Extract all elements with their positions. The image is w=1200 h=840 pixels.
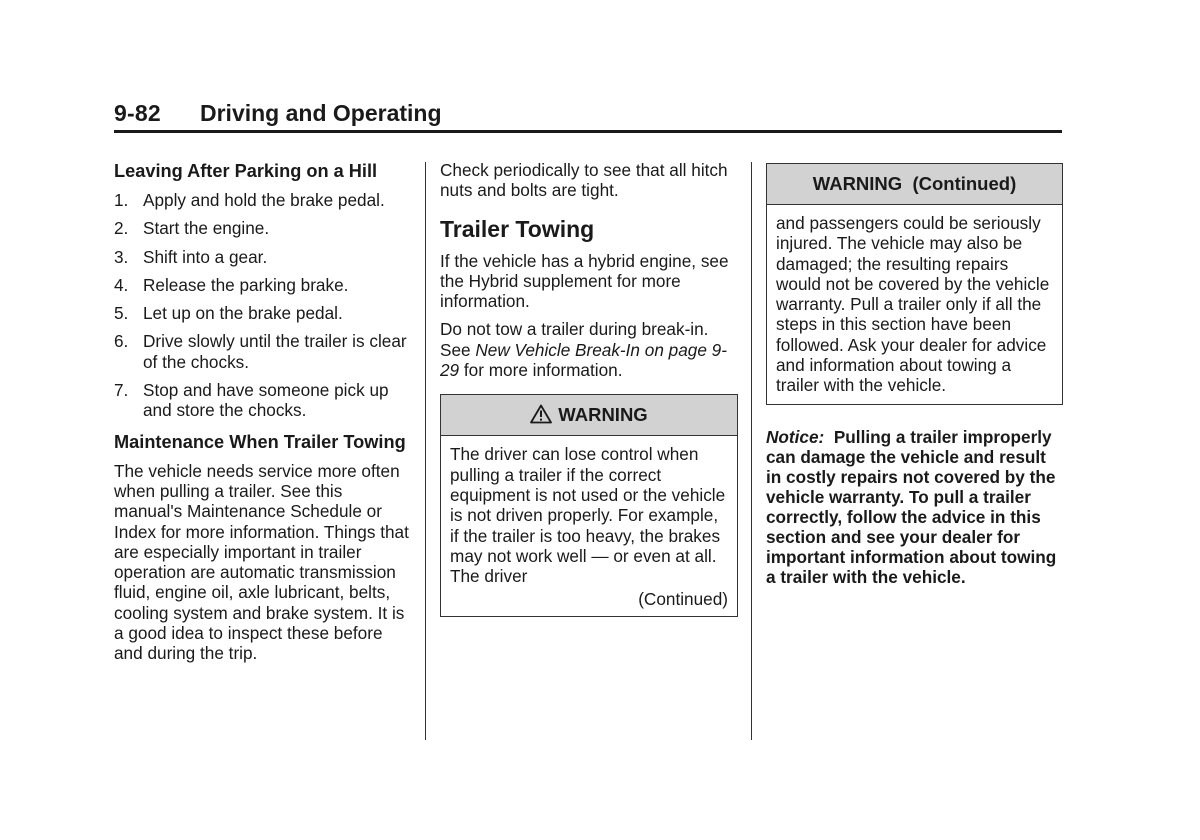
column-divider-2 [751, 162, 752, 740]
warning-continued-box [766, 163, 1063, 405]
heading-leaving-after-parking: Leaving After Parking on a Hill [114, 161, 378, 181]
maintenance-paragraph: The vehicle needs service more often when pulling a trailer. See this manual's Maintenance Schedule or Index for more information. Things that are especially important in trailer operation are automatic transmission fluid, engine oil, axle lubricant, belts, cooling system and brake system. It is a good idea to inspect these before and during the trip. [114, 460, 409, 664]
notice-text: Pulling a trailer improperly can damage the vehicle and result in costly repairs not covered by the vehicle warranty. To pull a trailer correctly, follow the advice in this section and see your dealer for important information about towing a trailer with the vehicle. [766, 426, 1057, 587]
warning-triangle-icon [530, 404, 552, 424]
warning-continued-body [767, 205, 1062, 404]
page-number: 9-82 [114, 100, 161, 126]
step-number: 4. [114, 274, 129, 295]
warning-title: WARNING [558, 404, 648, 426]
step-text: Let up on the brake pedal. [143, 303, 343, 324]
step-number: 1. [114, 190, 129, 210]
warning-continued-header: WARNING (Continued) [767, 164, 1062, 205]
column-3 [766, 163, 1063, 587]
column-divider-1 [425, 162, 426, 740]
warning-header [441, 395, 737, 436]
heading-trailer-towing: Trailer Towing [440, 215, 595, 242]
step-text: Shift into a gear. [143, 246, 268, 267]
break-in-paragraph [440, 319, 738, 380]
step-number: 6. [114, 331, 129, 352]
page-header [114, 100, 1062, 133]
notice-label: Notice: [766, 426, 825, 447]
warning-box [440, 394, 738, 616]
step-number: 2. [114, 218, 129, 239]
list-item [114, 303, 414, 323]
hybrid-paragraph: If the vehicle has a hybrid engine, see the Hybrid supplement for more information. [440, 250, 729, 312]
step-text: Start the engine. [143, 218, 270, 239]
column-2 [440, 160, 738, 617]
hitch-check-paragraph: Check periodically to see that all hitch nuts and bolts are tight. [440, 160, 728, 201]
warning-text: The driver can lose control when pulling a trailer if the correct equipment is not used or the vehicle is not driven properly. For example, if the trailer is too heavy, the brakes may not work well — or even at all. The driver [450, 444, 726, 587]
continued-label: (Continued) [638, 589, 728, 610]
list-item [114, 380, 414, 421]
list-item [114, 331, 414, 372]
step-number: 7. [114, 380, 129, 401]
step-text: Stop and have someone pick up and store the chocks. [143, 380, 389, 421]
heading-maintenance-trailer-towing: Maintenance When Trailer Towing [114, 431, 406, 452]
column-1 [114, 160, 414, 672]
step-text: Release the parking brake. [143, 274, 349, 295]
steps-list [114, 190, 414, 421]
break-in-text: Do not tow a trailer during break-in. See [440, 319, 709, 360]
step-text: Apply and hold the brake pedal. [143, 190, 385, 210]
section-title: Driving and Operating [200, 100, 442, 126]
step-text: Drive slowly until the trailer is clear of the chocks. [143, 331, 407, 372]
list-item [114, 247, 414, 267]
warning-continued-text: and passengers could be seriously injured. The vehicle may also be damaged; the resulting repairs would not be covered by the vehicle warranty. Pull a trailer only if all the steps in this section have been followed. Ask your dealer for advice and information about towing a trailer with the vehicle. [776, 213, 1050, 396]
step-number: 3. [114, 246, 129, 267]
step-number: 5. [114, 303, 129, 324]
break-in-cross-reference: New Vehicle Break-In on page 9-29 [440, 339, 727, 381]
break-in-text-end: for more information. [459, 360, 623, 381]
warning-body [441, 436, 737, 615]
notice-paragraph [766, 427, 1063, 587]
list-item [114, 190, 414, 210]
list-item [114, 218, 414, 238]
list-item [114, 275, 414, 295]
